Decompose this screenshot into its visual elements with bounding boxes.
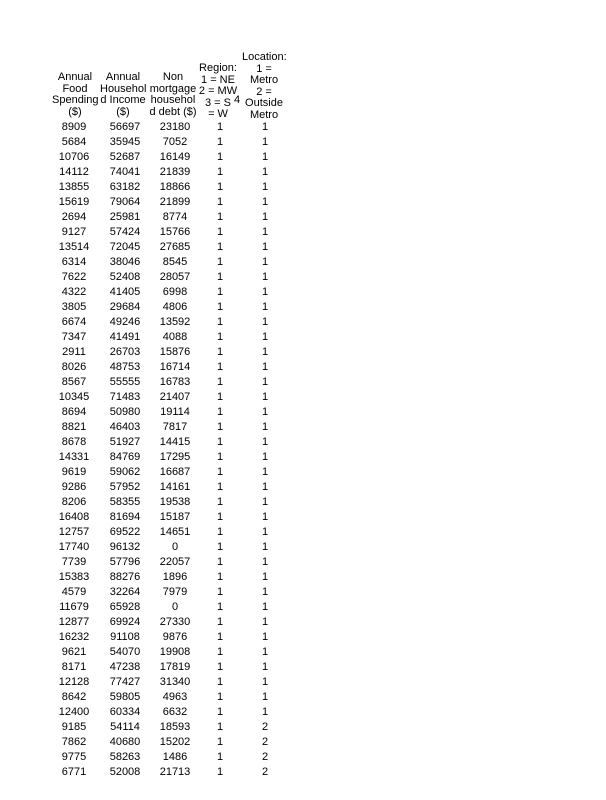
table-cell: 77427 (109, 676, 141, 688)
table-cell: 21407 (159, 391, 191, 403)
table-cell: 1 (216, 136, 224, 148)
table-cell: 52408 (109, 271, 141, 283)
table-cell: 46403 (109, 421, 141, 433)
table-cell: 1 (216, 331, 224, 343)
table-cell: 9621 (61, 646, 87, 658)
table-cell: 28057 (159, 271, 191, 283)
table-cell: 1 (261, 541, 269, 553)
table-cell: 16783 (159, 376, 191, 388)
table-cell: 1 (261, 601, 269, 613)
table-cell: 27685 (159, 241, 191, 253)
table-cell: 21713 (159, 766, 191, 778)
table-cell: 1 (261, 631, 269, 643)
table-cell: 8545 (162, 256, 188, 268)
table-cell: 1 (216, 766, 224, 778)
table-cell: 1 (216, 316, 224, 328)
table-cell: 13514 (58, 241, 90, 253)
table-cell: 1 (261, 241, 269, 253)
table-cell: 1 (216, 676, 224, 688)
header-line: mortgage (149, 82, 197, 95)
table-cell: 1 (216, 241, 224, 253)
table-cell: 19538 (159, 496, 191, 508)
table-cell: 54070 (109, 646, 141, 658)
table-cell: 1 (261, 451, 269, 463)
table-cell: 1 (261, 346, 269, 358)
table-cell: 4088 (162, 331, 188, 343)
table-cell: 8774 (162, 211, 188, 223)
table-cell: 8026 (61, 361, 87, 373)
table-cell: 15766 (159, 226, 191, 238)
table-cell: 1 (216, 751, 224, 763)
header-line: ($) (116, 105, 130, 118)
table-cell: 16232 (58, 631, 90, 643)
table-cell: 6314 (61, 256, 87, 268)
table-cell: 9185 (61, 721, 87, 733)
table-cell: 1 (216, 706, 224, 718)
table-cell: 49246 (109, 316, 141, 328)
table-cell: 19114 (160, 406, 190, 418)
header-line: 3 = S (205, 96, 231, 109)
table-cell: 1 (261, 616, 269, 628)
table-cell: 1 (261, 436, 269, 448)
table-cell: 59805 (109, 691, 141, 703)
table-cell: 1 (261, 151, 269, 163)
table-cell: 9127 (61, 226, 87, 238)
table-cell: 10345 (58, 391, 90, 403)
table-cell: 1 (216, 181, 224, 193)
table-cell: 1 (216, 436, 224, 448)
table-cell: 12128 (58, 676, 90, 688)
table-cell: 1 (216, 451, 224, 463)
table-cell: 56697 (109, 121, 141, 133)
header-nonmortgage-debt (149, 72, 197, 118)
table-cell: 1 (261, 586, 269, 598)
table-cell: 13592 (159, 316, 191, 328)
table-cell: 1 (261, 511, 269, 523)
table-cell: 1 (216, 376, 224, 388)
table-cell: 47238 (109, 661, 141, 673)
table-cell: 63182 (109, 181, 141, 193)
table-cell: 1 (261, 121, 269, 133)
table-cell: 14415 (159, 436, 191, 448)
table-cell: 9286 (61, 481, 87, 493)
table-cell: 1 (216, 406, 224, 418)
table-cell: 50980 (109, 406, 141, 418)
header-line: Region: (199, 62, 237, 74)
header-food-spending (52, 72, 98, 118)
table-cell: 14161 (159, 481, 191, 493)
table-cell: 1 (261, 361, 269, 373)
table-cell: 16149 (159, 151, 191, 163)
table-cell: 31340 (159, 676, 191, 688)
table-cell: 2 (261, 751, 269, 763)
header-household-income (100, 72, 146, 118)
header-line: Spending (52, 94, 99, 106)
table-cell: 51927 (109, 436, 141, 448)
table-cell: 1 (261, 331, 269, 343)
table-cell: 5684 (61, 136, 87, 148)
table-cell: 32264 (109, 586, 141, 598)
table-cell: 1 (261, 676, 269, 688)
table-cell: 88276 (109, 571, 141, 583)
table-cell: 1 (216, 421, 224, 433)
table-cell: 1 (261, 571, 269, 583)
table-cell: 59062 (109, 466, 141, 478)
table-cell: 81694 (109, 511, 141, 523)
header-line: 1 = (256, 62, 272, 75)
table-cell: 1 (261, 226, 269, 238)
table-cell: 1 (261, 196, 269, 208)
table-cell: 1 (216, 556, 224, 568)
table-cell: 1 (216, 286, 224, 298)
table-cell: 48753 (109, 361, 141, 373)
header-line: = W (208, 108, 228, 120)
table-cell: 8821 (61, 421, 87, 433)
table-cell: 41491 (109, 331, 141, 343)
header-line: 1 = NE (201, 73, 235, 86)
table-cell: 12877 (58, 616, 90, 628)
table-cell: 1 (216, 541, 224, 553)
table-cell: 1 (261, 181, 269, 193)
table-cell: 79064 (109, 196, 141, 208)
table-cell: 1 (261, 556, 269, 568)
table-cell: 1 (216, 361, 224, 373)
table-cell: 1 (261, 271, 269, 283)
table-cell: 1 (261, 391, 269, 403)
table-cell: 1 (216, 616, 224, 628)
table-cell: 1 (261, 256, 269, 268)
table-cell: 29684 (109, 301, 141, 313)
table-cell: 0 (171, 601, 179, 613)
table-cell: 1 (261, 466, 269, 478)
table-cell: 40680 (109, 736, 141, 748)
table-cell: 58263 (109, 751, 141, 763)
table-cell: 19908 (159, 646, 191, 658)
table-cell: 16408 (58, 511, 90, 523)
header-line: 4 (233, 94, 241, 106)
table-cell: 3805 (61, 301, 87, 313)
table-cell: 1 (216, 121, 224, 133)
table-cell: 13855 (58, 181, 90, 193)
header-line: Househol (100, 82, 147, 95)
table-cell: 1 (216, 691, 224, 703)
table-cell: 1 (261, 421, 269, 433)
header-line: d debt ($) (149, 105, 197, 118)
table-cell: 7817 (162, 421, 188, 433)
header-line: Metro (249, 108, 279, 121)
table-cell: 1 (261, 691, 269, 703)
table-cell: 7052 (162, 136, 188, 148)
table-cell: 18866 (159, 181, 191, 193)
table-cell: 38046 (109, 256, 141, 268)
header-line: Annual (105, 71, 141, 83)
table-cell: 1 (216, 601, 224, 613)
table-cell: 1 (216, 481, 224, 493)
table-cell: 1 (216, 166, 224, 178)
table-cell: 15202 (159, 736, 191, 748)
table-cell: 57796 (109, 556, 141, 568)
table-cell: 11679 (59, 601, 89, 613)
table-cell: 52687 (109, 151, 141, 163)
table-cell: 96132 (109, 541, 141, 553)
table-cell: 1 (216, 571, 224, 583)
table-cell: 2 (261, 736, 269, 748)
table-cell: 69924 (109, 616, 141, 628)
table-cell: 7979 (162, 586, 188, 598)
header-line: Food (62, 82, 88, 95)
header-line: 2 = MW (198, 85, 238, 97)
table-cell: 15876 (159, 346, 191, 358)
table-cell: 1 (216, 526, 224, 538)
table-cell: 8567 (61, 376, 87, 388)
table-cell: 9775 (61, 751, 87, 763)
table-cell: 4579 (61, 586, 87, 598)
table-cell: 9619 (61, 466, 87, 478)
table-cell: 2694 (61, 211, 87, 223)
table-cell: 1 (261, 481, 269, 493)
table-cell: 9876 (162, 631, 188, 643)
table-cell: 1 (216, 586, 224, 598)
table-cell: 10706 (58, 151, 90, 163)
table-cell: 54114 (110, 721, 140, 733)
table-cell: 69522 (109, 526, 141, 538)
header-line: Outside (245, 97, 283, 109)
table-cell: 1 (216, 721, 224, 733)
table-cell: 84769 (109, 451, 141, 463)
table-cell: 2 (261, 721, 269, 733)
table-cell: 6771 (61, 766, 87, 778)
header-line: d Income (100, 94, 146, 106)
header-line: Metro (249, 74, 279, 86)
table-cell: 1 (216, 736, 224, 748)
table-cell: 1 (261, 526, 269, 538)
table-cell: 1 (216, 256, 224, 268)
table-cell: 4322 (61, 286, 87, 298)
table-cell: 58355 (109, 496, 141, 508)
table-cell: 7739 (61, 556, 87, 568)
table-cell: 8642 (61, 691, 87, 703)
table-cell: 22057 (159, 556, 191, 568)
header-line: 2 = (256, 85, 272, 98)
table-cell: 1 (216, 226, 224, 238)
table-cell: 7347 (61, 331, 87, 343)
table-cell: 1 (261, 406, 269, 418)
table-cell: 16687 (159, 466, 191, 478)
table-cell: 41405 (109, 286, 141, 298)
table-cell: 21839 (159, 166, 191, 178)
table-cell: 1 (216, 391, 224, 403)
table-cell: 1 (261, 136, 269, 148)
table-cell: 1 (261, 496, 269, 508)
table-cell: 7862 (61, 736, 87, 748)
table-cell: 17295 (159, 451, 191, 463)
table-cell: 35945 (109, 136, 141, 148)
table-cell: 55555 (109, 376, 141, 388)
table-cell: 27330 (159, 616, 191, 628)
table-cell: 1 (216, 646, 224, 658)
table-cell: 57424 (109, 226, 141, 238)
header-location (242, 52, 286, 121)
table-cell: 0 (171, 541, 179, 553)
table-cell: 15383 (58, 571, 90, 583)
table-cell: 4963 (162, 691, 188, 703)
table-cell: 1 (216, 196, 224, 208)
table-cell: 16714 (159, 361, 191, 373)
table-cell: 6998 (162, 286, 188, 298)
table-cell: 26703 (109, 346, 141, 358)
table-cell: 8171 (61, 661, 87, 673)
table-cell: 57952 (109, 481, 141, 493)
table-cell: 1 (261, 286, 269, 298)
table-cell: 1 (216, 301, 224, 313)
table-cell: 12757 (58, 526, 90, 538)
table-cell: 1896 (162, 571, 188, 583)
header-region (198, 63, 238, 121)
table-cell: 17819 (159, 661, 191, 673)
table-cell: 15619 (58, 196, 90, 208)
table-cell: 2911 (62, 346, 86, 358)
table-cell: 1 (216, 661, 224, 673)
table-cell: 8678 (61, 436, 87, 448)
table-cell: 1 (216, 271, 224, 283)
table-cell: 1 (216, 496, 224, 508)
header-line: Annual (57, 71, 93, 83)
table-cell: 25981 (109, 211, 141, 223)
header-line: Location: (242, 51, 287, 63)
table-cell: 17740 (58, 541, 90, 553)
table-cell: 14651 (159, 526, 191, 538)
table-cell: 1 (261, 376, 269, 388)
table-cell: 7622 (61, 271, 87, 283)
table-cell: 1 (261, 166, 269, 178)
table-cell: 1 (261, 211, 269, 223)
table-cell: 1 (216, 211, 224, 223)
table-cell: 52008 (109, 766, 141, 778)
table-cell: 4806 (162, 301, 188, 313)
table-cell: 8206 (61, 496, 87, 508)
table-cell: 1 (261, 706, 269, 718)
table-cell: 1 (216, 346, 224, 358)
table-cell: 6632 (162, 706, 188, 718)
table-cell: 65928 (109, 601, 141, 613)
header-line: ($) (68, 105, 82, 118)
table-cell: 23180 (159, 121, 191, 133)
table-cell: 14331 (58, 451, 90, 463)
table-cell: 6674 (61, 316, 87, 328)
table-cell: 74041 (109, 166, 141, 178)
table-cell: 1 (216, 511, 224, 523)
header-line: Non (162, 71, 184, 83)
table-cell: 1 (261, 646, 269, 658)
table-cell: 91108 (110, 631, 140, 643)
header-line: househol (150, 94, 196, 106)
table-cell: 15187 (159, 511, 191, 523)
table-cell: 1 (261, 316, 269, 328)
table-cell: 1 (261, 301, 269, 313)
table-cell: 1 (216, 151, 224, 163)
table-cell: 2 (261, 766, 269, 778)
table-cell: 21899 (159, 196, 191, 208)
table-cell: 12400 (58, 706, 90, 718)
table-cell: 8909 (61, 121, 87, 133)
table-cell: 60334 (109, 706, 141, 718)
table-cell: 18593 (159, 721, 191, 733)
table-cell: 72045 (109, 241, 141, 253)
table-cell: 71483 (109, 391, 141, 403)
table-cell: 1486 (162, 751, 188, 763)
table-cell: 1 (216, 631, 224, 643)
table-cell: 1 (261, 661, 269, 673)
table-cell: 8694 (61, 406, 87, 418)
table-cell: 1 (216, 466, 224, 478)
table-cell: 14112 (59, 166, 89, 178)
